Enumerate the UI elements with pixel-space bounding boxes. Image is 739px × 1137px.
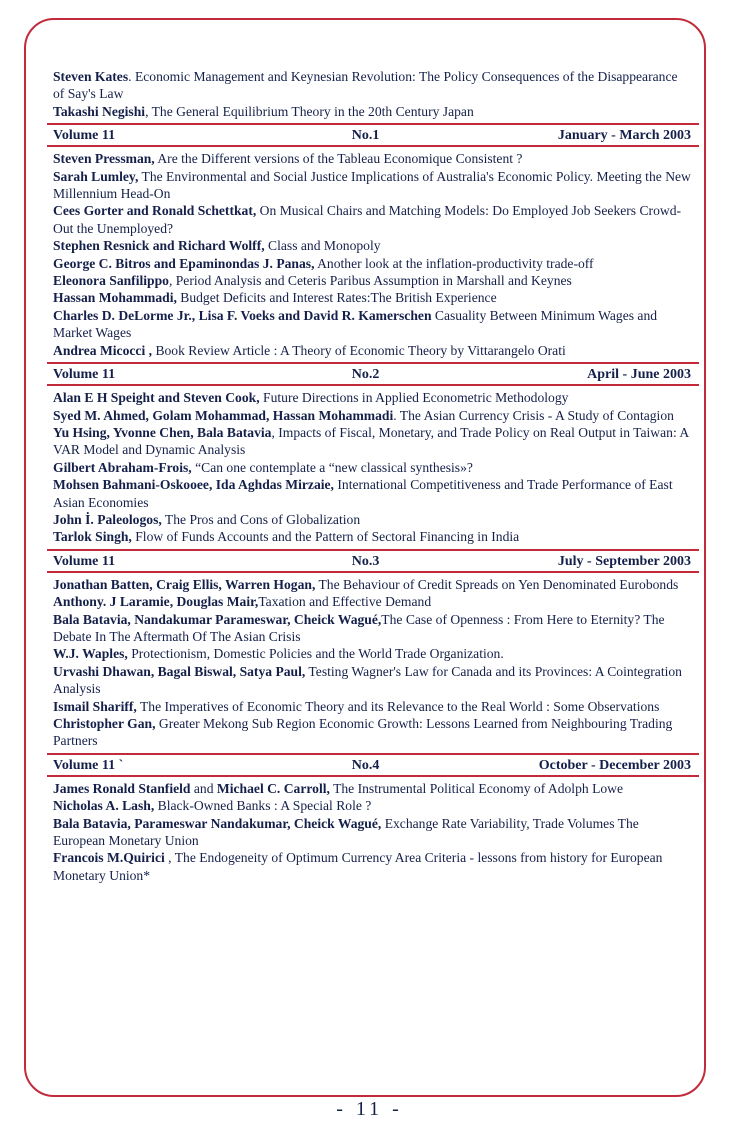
entry-title: Greater Mekong Sub Region Economic Growth: Lessons Learned from Neighbouring Trading Partners	[53, 716, 673, 749]
list-item	[53, 150, 691, 167]
entry-author: Christopher Gan,	[53, 716, 156, 731]
entry-author: Stephen Resnick and Richard Wolff,	[53, 238, 265, 254]
list-item	[53, 237, 691, 254]
entry-title: International Competitiveness and Trade Performance of East Asian Economies	[53, 477, 673, 510]
list-item	[53, 459, 691, 476]
list-item	[53, 645, 691, 662]
entry-author: Alan E H Speight and Steven Cook,	[53, 390, 260, 406]
entry-author: Bala Batavia, Nandakumar Parameswar, Cheick Wagué,	[53, 611, 382, 627]
volume-header	[47, 123, 699, 147]
issue-period: October - December 2003	[538, 757, 691, 773]
page-number	[0, 1098, 739, 1121]
entry-title: The Environmental and Social Justice Implications of Australia's Economic Policy. Meeting the New Millennium Head-On	[53, 168, 691, 202]
entry-title: Another look at the inflation-productivity trade-off	[314, 255, 594, 271]
entry-title: Flow of Funds Accounts and the Pattern of Sectoral Financing in India	[131, 529, 520, 545]
list-item	[53, 849, 691, 884]
entry-connector: and	[190, 780, 217, 796]
entry-author: Yu Hsing, Yvonne Chen, Bala Batavia	[53, 424, 272, 440]
entry-title: Budget Deficits and Interest Rates:The British Experience	[176, 290, 497, 306]
entry-author: Mohsen Bahmani-Oskooee, Ida Aghdas Mirzaie,	[53, 477, 334, 493]
entry-title: The Behaviour of Credit Spreads on Yen Denominated Eurobonds	[315, 576, 679, 592]
entry-title: The Pros and Cons of Globalization	[161, 511, 361, 527]
list-item	[53, 289, 691, 306]
list-item	[53, 576, 691, 593]
issue-entries	[53, 150, 691, 359]
entry-title: Book Review Article : A Theory of Economic Theory by Vittarangelo Orati	[152, 342, 566, 358]
entry-title: . Economic Management and Keynesian Revolution: The Policy Consequences of the Disappearance of Say's Law	[53, 69, 678, 102]
entry-author: Ismail Shariff,	[53, 698, 137, 714]
volume-header	[47, 362, 699, 386]
entry-title: Future Directions in Applied Econometric Methodology	[259, 390, 569, 406]
contents-list	[53, 68, 691, 884]
issue-number: No.4	[351, 757, 380, 773]
volume-label: Volume 11 `	[53, 757, 124, 773]
list-item	[53, 476, 691, 511]
entry-title: On Musical Chairs and Matching Models: Do Employed Job Seekers Crowd-Out the Unemployed?	[53, 203, 682, 236]
entry-author: Andrea Micocci ,	[53, 342, 153, 358]
list-item	[53, 780, 691, 797]
entry-title: Protectionism, Domestic Policies and the World Trade Organization.	[127, 646, 504, 662]
list-item	[53, 815, 691, 850]
issue-entries	[53, 576, 691, 750]
entry-title: , The Endogeneity of Optimum Currency Area Criteria - lessons from history for European Monetary Union*	[53, 850, 663, 883]
entry-author: Michael C. Carroll,	[216, 780, 330, 796]
list-item	[53, 528, 691, 545]
list-item	[53, 389, 691, 406]
issue-number: No.3	[351, 553, 380, 569]
volume-label: Volume 11	[53, 367, 116, 383]
volume-label: Volume 11	[53, 128, 116, 144]
entry-author: Hassan Mohammadi,	[53, 290, 177, 306]
list-item	[53, 611, 691, 646]
entry-title: , The General Equilibrium Theory in the 20th Century Japan	[145, 103, 474, 119]
entry-title: Exchange Rate Variability, Trade Volumes The European Monetary Union	[53, 815, 639, 849]
entry-author: Nicholas A. Lash,	[53, 798, 155, 814]
entry-title: The Instrumental Political Economy of Adolph Lowe	[329, 780, 624, 796]
entry-author: Eleonora Sanfilippo	[53, 273, 169, 289]
list-item	[53, 715, 691, 750]
entry-author: Jonathan Batten, Craig Ellis, Warren Hogan,	[53, 576, 316, 592]
entry-title: Black-Owned Banks : A Special Role ?	[154, 798, 372, 814]
entry-author: Steven Kates	[53, 69, 129, 84]
entry-author: Steven Pressman,	[53, 151, 155, 167]
entry-author: Bala Batavia, Parameswar Nandakumar, Cheick Wagué,	[53, 815, 382, 831]
entry-title: Testing Wagner's Law for Canada and its Provinces: A Cointegration Analysis	[53, 663, 682, 697]
entry-title: Casuality Between Minimum Wages and Market Wages	[53, 307, 658, 341]
entry-title: Class and Monopoly	[264, 238, 381, 254]
volume-header	[47, 753, 699, 777]
entry-author: Syed M. Ahmed, Golam Mohammad, Hassan Mohammadi	[53, 407, 394, 423]
entry-author: George C. Bitros and Epaminondas J. Panas,	[53, 255, 315, 271]
entry-title: The Imperatives of Economic Theory and its Relevance to the Real World : Some Observations	[136, 698, 660, 714]
entry-author: Sarah Lumley,	[53, 168, 139, 184]
list-item	[53, 202, 691, 237]
list-item	[53, 307, 691, 342]
entry-author: Takashi Negishi	[53, 103, 146, 119]
issue-entries	[53, 389, 691, 546]
list-item	[53, 342, 691, 359]
entry-author: Gilbert Abraham-Frois,	[53, 459, 192, 475]
entry-author: Anthony. J Laramie, Douglas Mair,	[53, 594, 259, 610]
entry-title: The Case of Openness : From Here to Eternity? The Debate In The Aftermath Of The Asian Crisis	[53, 611, 665, 644]
list-item	[53, 103, 691, 120]
list-item	[53, 698, 691, 715]
list-item	[53, 168, 691, 203]
list-item	[53, 593, 691, 610]
entry-title: . The Asian Currency Crisis - A Study of Contagion	[393, 407, 674, 423]
issue-entries	[53, 780, 691, 884]
list-item	[53, 255, 691, 272]
issue-period: January - March 2003	[557, 128, 691, 144]
volume-header	[47, 549, 699, 573]
entry-author: Tarlok Singh,	[53, 529, 132, 545]
entry-author: Francois M.Quirici	[53, 850, 165, 866]
entry-title: “Can one contemplate a “new classical synthesis»?	[191, 459, 473, 475]
issue-number: No.1	[351, 128, 380, 144]
entry-author: Cees Gorter and Ronald Schettkat,	[53, 203, 257, 219]
list-item	[53, 424, 691, 459]
list-item	[53, 407, 691, 424]
entry-title: , Period Analysis and Ceteris Paribus Assumption in Marshall and Keynes	[168, 273, 572, 289]
preface-section	[53, 68, 691, 120]
entry-author: James Ronald Stanfield	[53, 780, 191, 796]
entry-author: John İ. Paleologos,	[53, 511, 162, 527]
list-item	[53, 797, 691, 814]
entry-author: Urvashi Dhawan, Bagal Biswal, Satya Paul,	[53, 663, 306, 679]
list-item	[53, 68, 691, 103]
page-number-text: - 11 -	[328, 1098, 411, 1120]
entry-author: W.J. Waples,	[53, 646, 128, 662]
entry-title: Are the Different versions of the Tableau Economique Consistent ?	[154, 151, 523, 167]
issue-period: July - September 2003	[557, 553, 691, 569]
list-item	[53, 663, 691, 698]
volume-label: Volume 11	[53, 553, 116, 569]
issue-period: April - June 2003	[587, 367, 691, 383]
list-item	[53, 272, 691, 289]
entry-title: Taxation and Effective Demand	[258, 594, 432, 610]
issue-number: No.2	[351, 367, 380, 383]
list-item	[53, 511, 691, 528]
entry-author: Charles D. DeLorme Jr., Lisa F. Voeks and David R. Kamerschen	[53, 307, 432, 323]
entry-title: , Impacts of Fiscal, Monetary, and Trade Policy on Real Output in Taiwan: A VAR Model and Dynamic Analysis	[53, 424, 689, 458]
